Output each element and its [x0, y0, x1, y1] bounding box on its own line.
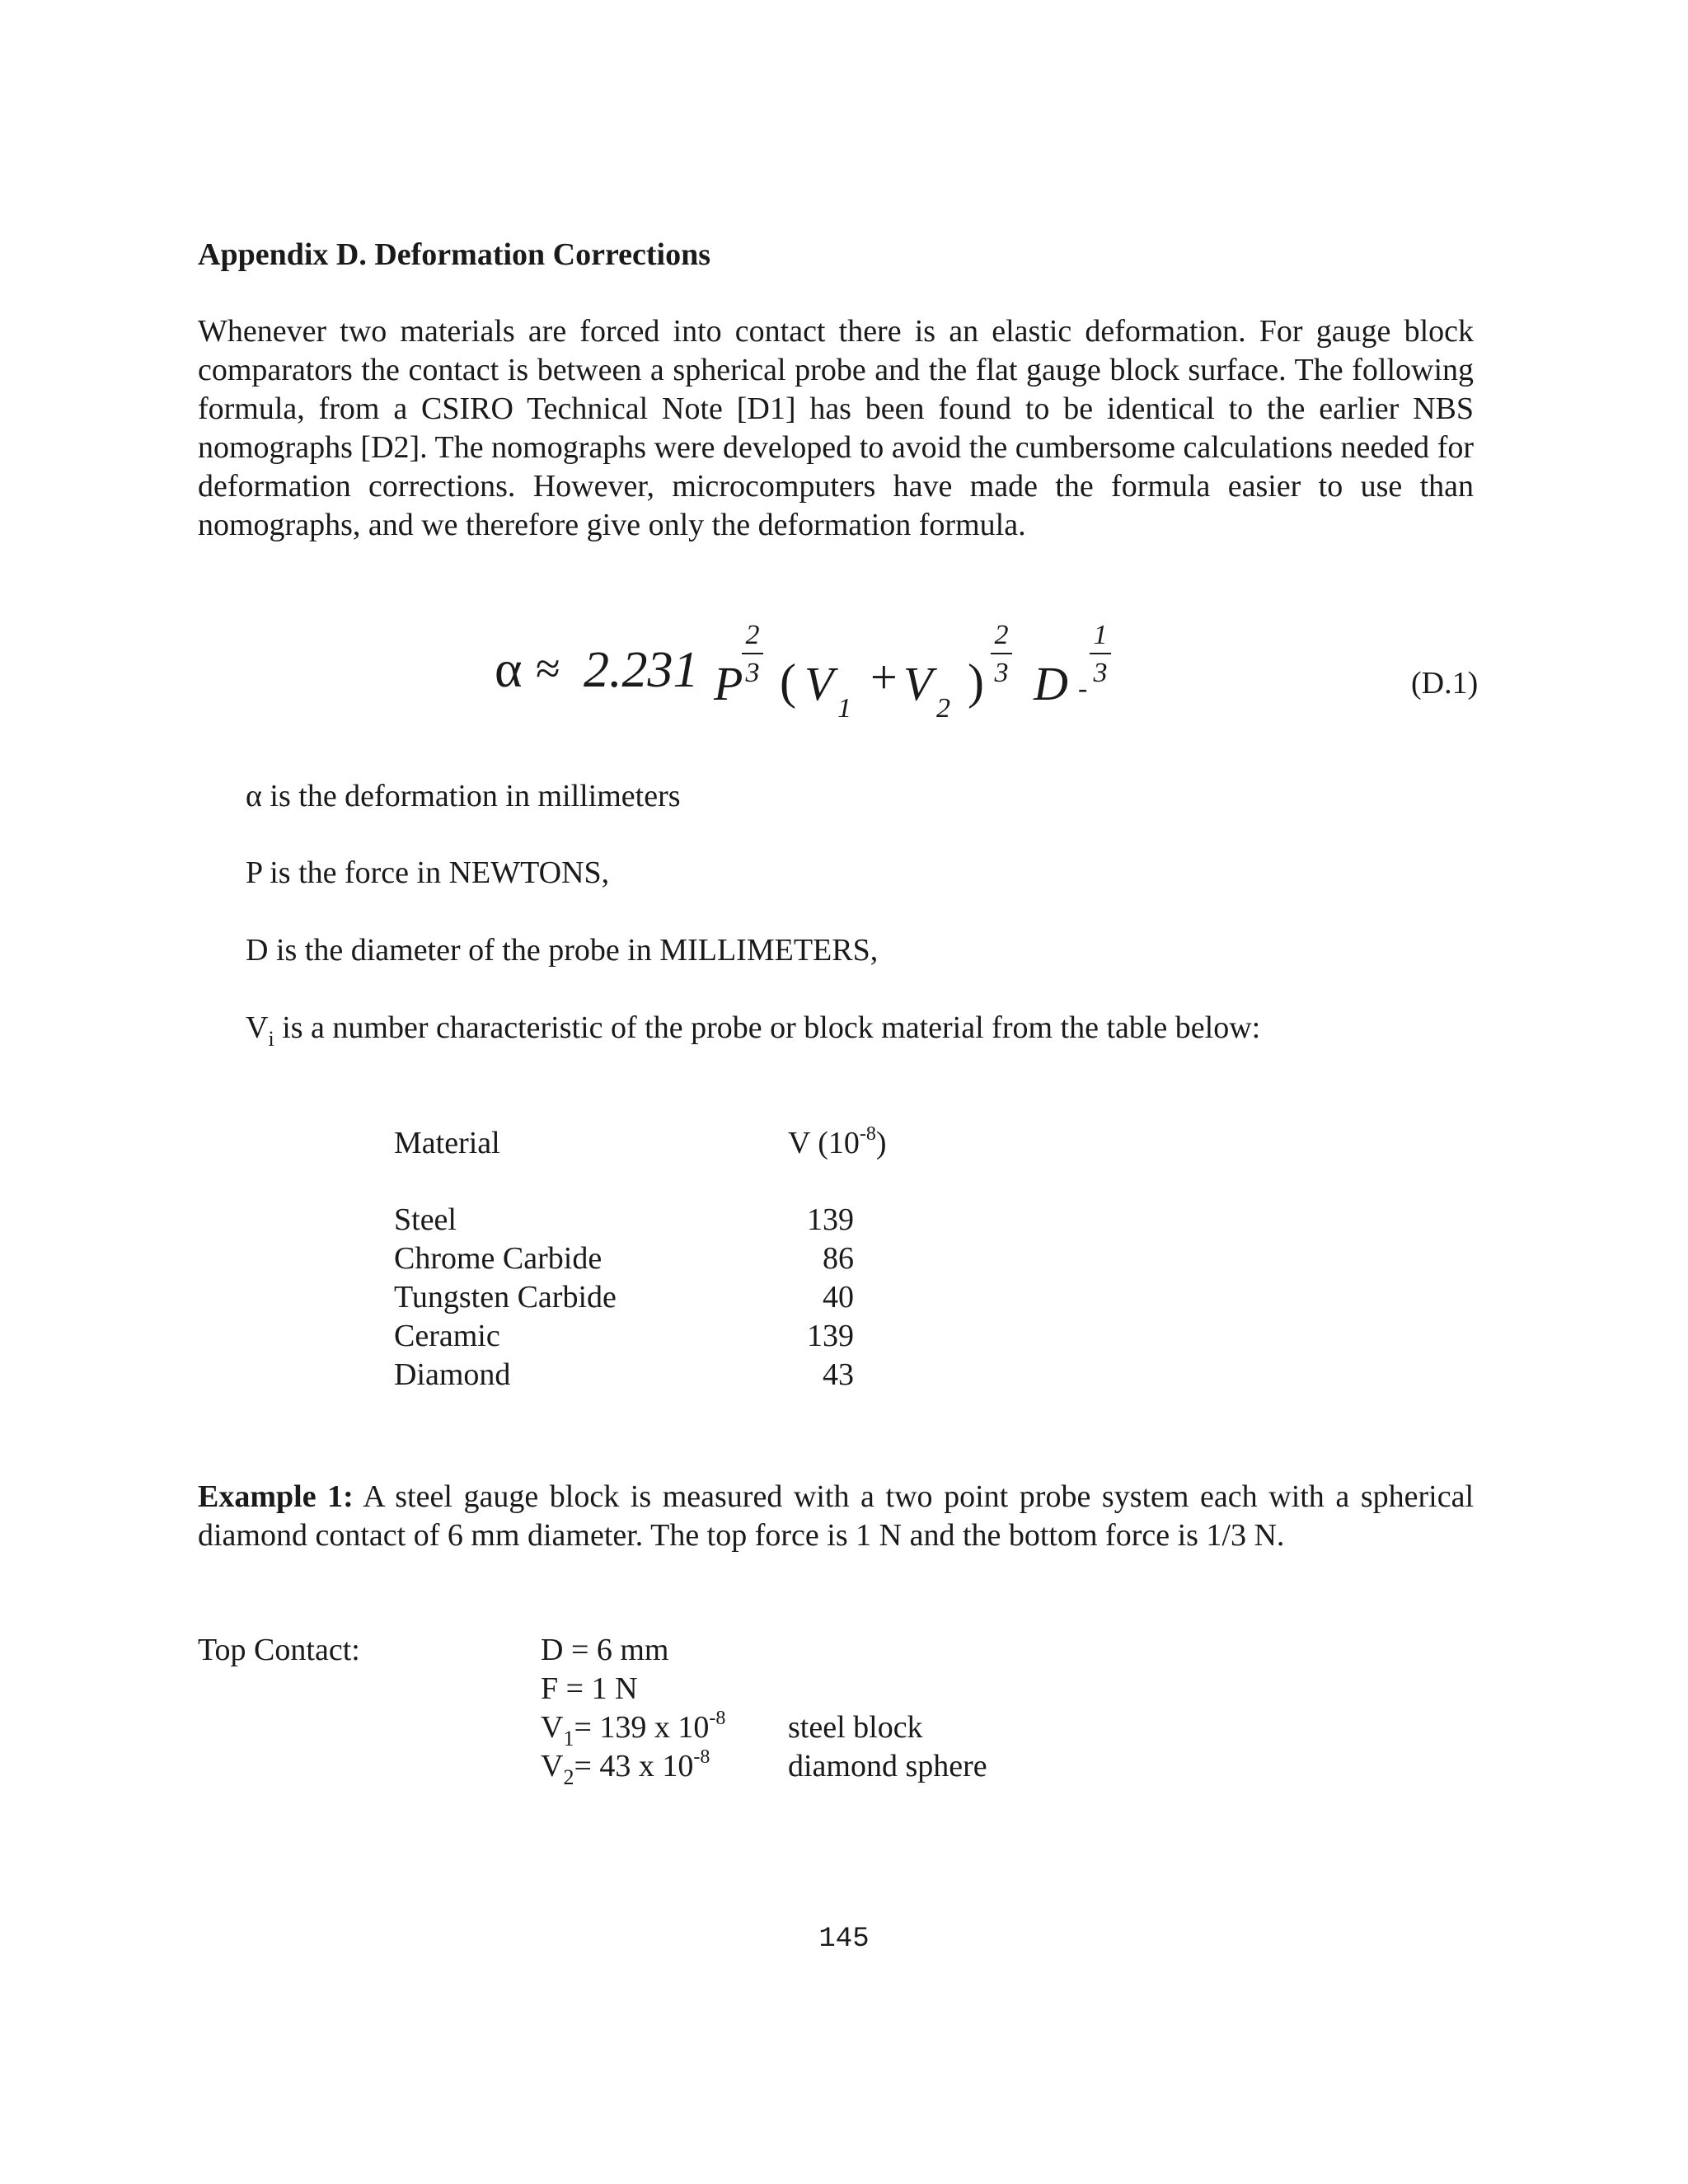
definition-P: P is the force in NEWTONS, — [246, 855, 610, 890]
table-row-material: Diamond — [394, 1357, 511, 1392]
deformation-equation — [495, 620, 1121, 725]
top-contact-v1-exp: -8 — [709, 1708, 726, 1729]
eq-P-exp-den: 3 — [745, 658, 760, 688]
eq-open-paren: ( — [780, 654, 796, 709]
table-row-value: 139 — [807, 1202, 854, 1237]
table-row-material: Chrome Carbide — [394, 1241, 603, 1276]
eq-P-exp-num: 2 — [745, 620, 760, 650]
top-contact-v1 — [541, 1708, 725, 1751]
eq-D-exp-den: 3 — [1093, 658, 1108, 688]
definition-D: D is the diameter of the probe in MILLIMETERS, — [246, 933, 879, 968]
eq-plus: + — [870, 650, 898, 704]
table-header-value-exp: -8 — [859, 1123, 876, 1145]
eq-V-exp-den: 3 — [994, 658, 1009, 688]
eq-close-paren: ) — [968, 654, 984, 709]
definition-V-sub: i — [268, 1027, 274, 1051]
top-contact-v2 — [541, 1747, 710, 1790]
top-contact-v2-sub: 2 — [563, 1765, 574, 1789]
top-contact-d: D = 6 mm — [541, 1633, 669, 1667]
table-row-value: 40 — [823, 1280, 854, 1315]
intro-paragraph-text: Whenever two materials are forced into contact there is an elastic deformation. For gauge block comparators the contact is between a spherical probe and the flat gauge block surface. The following formula, from a CSIRO Technical Note [D1] has been found to be identical to the earlier NBS nomographs [D2]. The nomographs were developed to avoid the cumbersome calculations needed for deformation corrections. However, microcomputers have made the formula easier to use than nomographs, and we therefore give only the deformation formula. — [198, 314, 1474, 542]
top-contact-f: F = 1 N — [541, 1671, 638, 1706]
eq-P-exp-bar — [742, 653, 763, 654]
eq-coefficient: 2.231 — [584, 642, 699, 698]
definition-V-prefix: V — [246, 1010, 269, 1045]
table-row-value: 43 — [823, 1357, 854, 1392]
section-heading: Appendix D. Deformation Corrections — [198, 237, 711, 272]
table-header-value-prefix: V (10 — [788, 1126, 860, 1160]
definition-V-rest: is a number characteristic of the probe or block material from the table below: — [274, 1010, 1261, 1045]
top-contact-v1-sub: 1 — [563, 1727, 574, 1750]
eq-D-exp-bar — [1090, 653, 1111, 654]
table-row-material: Tungsten Carbide — [394, 1280, 617, 1315]
definition-alpha: α is the deformation in millimeters — [246, 779, 681, 813]
top-contact-v2-exp: -8 — [693, 1746, 710, 1768]
intro-paragraph — [198, 312, 1474, 545]
eq-approx: ≈ — [536, 644, 560, 693]
table-header-material: Material — [394, 1126, 500, 1160]
top-contact-v1-note: steel block — [788, 1710, 923, 1745]
eq-D-exp-sign: - — [1078, 673, 1088, 704]
top-contact-label: Top Contact: — [198, 1633, 360, 1667]
table-row-material: Ceramic — [394, 1319, 500, 1353]
eq-V2: V — [903, 657, 933, 710]
table-header-value — [788, 1124, 887, 1167]
eq-D: D — [1034, 657, 1068, 710]
eq-V-exp-bar — [991, 653, 1012, 654]
eq-V-exp-num: 2 — [994, 620, 1009, 650]
table-row-value: 86 — [823, 1241, 854, 1276]
eq-alpha: α — [495, 640, 523, 698]
definition-V — [246, 1009, 1260, 1050]
example-text: A steel gauge block is measured with a two point probe system each with a spherical diamond contact of 6 mm diameter. The top force is 1 N and the bottom force is 1/3 N. — [198, 1479, 1475, 1553]
top-contact-v1-rest: = 139 x 10 — [574, 1710, 710, 1745]
eq-V1-sub: 1 — [837, 693, 851, 724]
eq-P: P — [714, 657, 743, 710]
table-row-material: Steel — [394, 1202, 457, 1237]
table-row-value: 139 — [807, 1319, 854, 1353]
table-header-value-suffix: ) — [875, 1126, 887, 1160]
example-paragraph — [198, 1478, 1474, 1555]
equation-label: (D.1) — [1411, 666, 1479, 701]
example-label: Example 1: — [198, 1479, 354, 1514]
top-contact-v2-rest: = 43 x 10 — [574, 1749, 694, 1783]
eq-D-exp-num: 1 — [1093, 620, 1108, 650]
page-number: 145 — [818, 1924, 870, 1955]
eq-V1: V — [804, 657, 834, 710]
top-contact-v1-prefix: V — [541, 1710, 564, 1745]
top-contact-v2-note: diamond sphere — [788, 1749, 987, 1783]
top-contact-v2-prefix: V — [541, 1749, 564, 1783]
eq-V2-sub: 2 — [936, 693, 950, 724]
